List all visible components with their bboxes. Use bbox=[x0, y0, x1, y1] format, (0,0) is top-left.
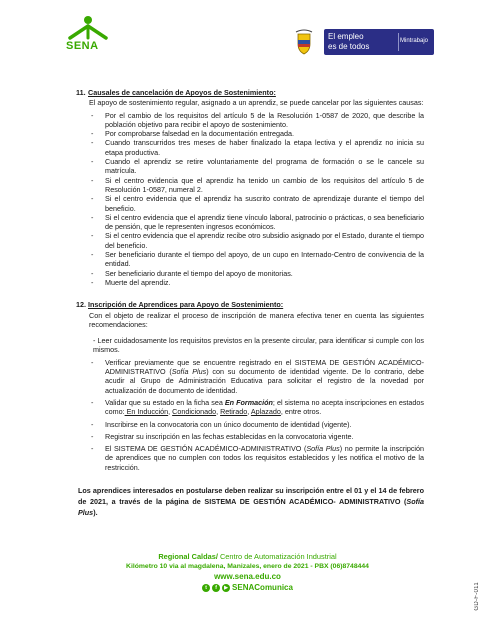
sena-logo-icon bbox=[64, 12, 112, 60]
facebook-icon[interactable]: f bbox=[212, 584, 220, 592]
section-number: 11. bbox=[76, 88, 86, 97]
footer-social bbox=[0, 583, 495, 593]
list-item: - Inscribirse en la convocatoria con un único documento de identidad (vigente). bbox=[91, 419, 352, 429]
gov-slogan-line1: El empleo bbox=[328, 32, 364, 41]
section-title: Inscripción de Aprendices para Apoyo de Sostenimiento: bbox=[88, 300, 284, 310]
section-number: 12. bbox=[76, 300, 86, 310]
government-logo bbox=[294, 28, 444, 58]
gov-slogan-line2: es de todos bbox=[328, 42, 370, 51]
list-item: - Si el centro evidencia que el aprendiz recibe otro subsidio asignado por el Estado, durante el tiempo del beneficio. bbox=[91, 231, 424, 250]
page-footer bbox=[0, 552, 495, 593]
list-item: - Por comprobarse falsedad en la documentación entregada. bbox=[91, 129, 294, 139]
footer-address: Kilómetro 10 via al magdalena, Manizales, enero de 2021 - PBX (06)8748444 bbox=[126, 563, 369, 571]
gov-divider bbox=[398, 33, 399, 51]
footer-website[interactable]: www.sena.edu.co bbox=[214, 572, 281, 582]
list-item: - Ser beneficiario durante el tiempo del apoyo, de un cupo en Internado-Centro de convivencia de la entidad. bbox=[91, 250, 424, 269]
list-item: - Leer cuidadosamente los requisitos previstos en la presente circular, para identificar si cumple con los mismos. bbox=[93, 336, 424, 355]
section-12-heading bbox=[76, 300, 424, 309]
section-12-intro: Con el objeto de realizar el proceso de inscripción de manera efectiva tener en cuenta las siguientes recomendaciones: bbox=[89, 310, 424, 329]
footer-regional: Regional Caldas/ Centro de Automatización Industrial bbox=[158, 552, 337, 561]
section-11-heading bbox=[76, 88, 424, 97]
list-item: - Cuando transcurridos tres meses de haber finalizado la etapa lectiva y el aprendiz no inicia su etapa productiva. bbox=[91, 138, 424, 157]
youtube-icon[interactable]: ▶ bbox=[222, 584, 230, 592]
twitter-icon[interactable]: t bbox=[202, 584, 210, 592]
social-handle: SENAComunica bbox=[232, 582, 293, 592]
closing-paragraph: Los aprendices interesados en postularse deben realizar su inscripción entre el 01 y el 14 de febrero de 2021, a través de la página de SISTEMA DE GESTIÓN ACADÉMICO- ADMINISTRATIVO (Sofía Plus). bbox=[78, 485, 424, 517]
document-body bbox=[76, 88, 424, 518]
list-item: - Si el centro evidencia que el aprendiz ha suscrito contrato de aprendizaje durante el tiempo del beneficio. bbox=[91, 194, 424, 213]
page-header bbox=[0, 0, 495, 62]
section-11-intro: El apoyo de sostenimiento regular, asignado a un aprendiz, se puede cancelar por las siguientes causas: bbox=[89, 98, 424, 108]
list-item: - Por el cambio de los requisitos del artículo 5 de la Resolución 1-0587 de 2020, que describe la población objetivo para recibir el apoyo de sostenimiento. bbox=[91, 110, 424, 129]
document-code: GD-F-011 bbox=[474, 582, 480, 611]
sena-logo-text: SENA bbox=[66, 40, 99, 52]
colombia-shield-icon bbox=[294, 28, 314, 56]
ministry-label: Mintrabajo bbox=[399, 38, 428, 44]
list-item: - Muerte del aprendiz. bbox=[91, 277, 171, 287]
list-item: - Validar que su estado en la ficha sea En Formación; el sistema no acepta inscripciones en estados como: En Inducción, Condicionado, Retirado, Aplazado, entre otros. bbox=[91, 397, 424, 417]
el-empleo-badge bbox=[324, 29, 434, 55]
list-item: - El SISTEMA DE GESTIÓN ACADÉMICO-ADMINISTRATIVO (Sofía Plus) no permite la inscripción de aprendices que no cumplen con todos los requisitos establecidos y les notifica el motivo de la restricción. bbox=[91, 444, 425, 472]
list-item: - Si el centro evidencia que el aprendiz tiene vínculo laboral, patrocinio o prácticas, o sea beneficiario de pensión, que le representen ingresos económicos. bbox=[91, 212, 424, 232]
list-item: - Verificar previamente que se encuentre registrado en el SISTEMA DE GESTIÓN ACADÉMICO-ADMINISTRATIVO (Sofía Plus) con su documento de identidad vigente. De lo contrario, debe acudir al Grupo de Administración Educativa para solicitar el registro de la novedad por actualización de documento de identidad. bbox=[91, 357, 424, 395]
list-item: - Registrar su inscripción en las fechas establecidas en la convocatoria vigente. bbox=[91, 431, 354, 441]
list-item: - Ser beneficiario durante el tiempo del apoyo de monitorias. bbox=[91, 268, 293, 278]
section-title: Causales de cancelación de Apoyos de Sostenimiento: bbox=[88, 88, 276, 97]
list-item: - Cuando el aprendiz se retire voluntariamente del programa de formación o se le cancele su matrícula. bbox=[91, 157, 424, 176]
list-item: - Si el centro evidencia que el aprendiz ha tenido un cambio de los requisitos del artículo 5 de Resolución 1-0587, numeral 2. bbox=[91, 175, 424, 194]
